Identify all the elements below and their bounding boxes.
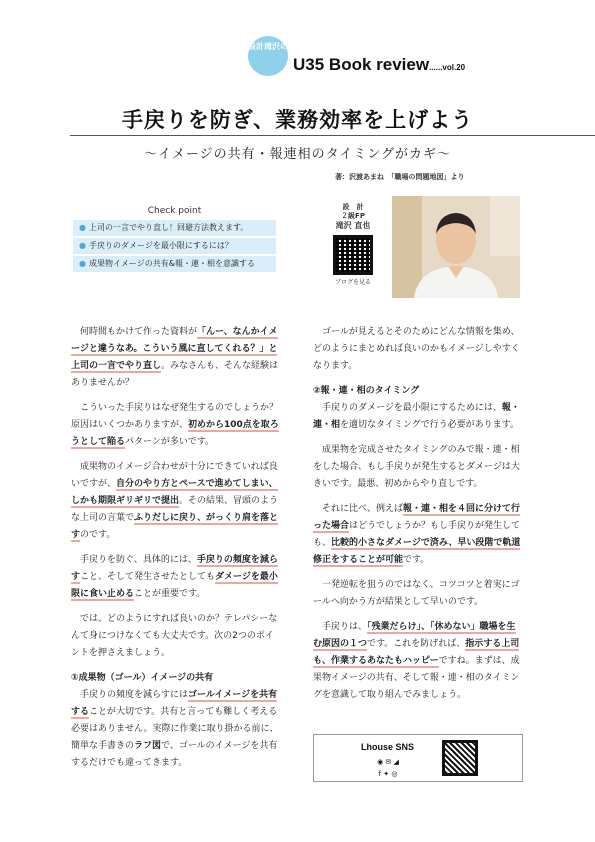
paragraph: 成果物を完成させたタイミングのみで報・連・相をした場合、もし手戻りが発生するとダメージは大きいです。最悪、初めからやり直しです。	[313, 445, 520, 489]
paragraph: 手戻りのダメージを最小限にするためには、報・連・相を適切なタイミングで行う必要があります。	[313, 403, 520, 430]
checkpoint-item: ● 手戻りのダメージを最小限にするには？	[73, 238, 276, 254]
sns-qr-code[interactable]	[442, 740, 478, 776]
paragraph: それに比べ、例えば報・連・相を４回に分けて行った場合はどうでしょうか？もし手戻りが発生しても、比較的小さなダメージで済み、早い段階で軌道修正をすることが可能です。	[313, 504, 521, 565]
author-role: 設 計	[342, 203, 364, 211]
blog-link-label[interactable]: ブログを見る	[334, 279, 371, 286]
article-right-column	[313, 324, 523, 712]
section-heading: ①成果物（ゴール）イメージの共有	[71, 673, 214, 683]
twitter-icon[interactable]: ✦	[383, 770, 390, 778]
sns-icons	[364, 756, 412, 780]
checkpoint-item: ● 成果物イメージの共有&報・連・相を意識する	[73, 256, 276, 272]
rss-icon[interactable]: ◢	[393, 758, 399, 766]
checkpoint-item: ● 上司の一言でやり直し！回避方法教えます。	[73, 220, 276, 236]
series-prefix: U35	[293, 55, 325, 74]
series-volume: ......vol.20	[429, 63, 466, 72]
instagram-icon[interactable]: ◎	[391, 770, 398, 778]
paragraph: 手戻りを防ぐ、具体的には、手戻りの頻度を減らすこと、そして発生させたとしてもダメージを最小限に食い止めることが重要です。	[71, 555, 278, 599]
page-subtitle: 〜イメージの共有・報連相のタイミングがカギ〜	[143, 147, 452, 162]
paragraph: 成果物のイメージ合わせが十分にできていれば良いですが、自分のやり方とペースで進めてしまい、しかも期限ギリギリで提出。その結果、冒頭のような上司の言葉でふりだしに戻り、がっくり肩を落とすのです。	[71, 462, 279, 540]
author-profile	[323, 203, 383, 287]
article-left-column	[71, 324, 281, 772]
paragraph: 一発逆転を狙うのではなく、コツコツと着実にゴールへ向かう方が結果として早いのです。	[313, 580, 520, 607]
paragraph: では、どのようにすれば良いのか？テレパシーなんて身につけなくても大丈夫です。次の2つのポイントを押さえましょう。	[71, 614, 278, 658]
pinterest-icon[interactable]: ◉	[377, 758, 384, 766]
sns-box	[313, 734, 523, 782]
bullet-icon: ●	[79, 241, 86, 250]
mail-icon[interactable]: ✉	[385, 758, 392, 766]
author-portrait-illustration	[392, 196, 520, 298]
paragraph: 何時間もかけて作った資料が「んー、なんかイメージと違うなあ。こういう風に直してくれる？」と上司の一言でやり直し。みなさんも、そんな経験はありませんか？	[71, 327, 279, 388]
page-title: 手戻りを防ぎ、業務効率を上げよう	[121, 108, 474, 132]
paragraph: 手戻りの頻度を減らすにはゴールイメージを共有することが大切です。共有と言っても難しく考える必要はありません。実際に作業に取り掛かる前に、簡単な手書きのラフ図で、ゴールのイメージを共有するだけでも違ってきます。	[71, 690, 279, 768]
series-header	[293, 55, 465, 75]
author-qualification: ２級FP	[341, 212, 365, 220]
checkpoint-heading: Check point	[147, 206, 202, 216]
series-badge: 設計滝沢の	[248, 36, 288, 76]
sns-label: Lhouse SNS	[361, 742, 415, 752]
section-heading: ②報・連・相のタイミング	[313, 386, 420, 396]
bullet-icon: ●	[79, 223, 86, 232]
paragraph: ゴールが見えるとそのためにどんな情報を集め、どのようにまとめれば良いのかもイメージしやすくなります。	[313, 327, 520, 371]
paragraph: 手戻りは、「残業だらけ」、「休めない」職場を生む原因の１つです。これを防げれば、指示する上司も、作業するあなたもハッピーですね。まずは、成果物イメージの共有、そして報・連・相のタイミングを意識して取り組んでみましょう。	[313, 622, 520, 700]
author-photo	[392, 196, 520, 298]
blog-qr-code[interactable]	[333, 235, 373, 275]
author-name: 滝沢 直也	[335, 221, 371, 230]
facebook-icon[interactable]: f	[378, 770, 381, 778]
source-citation: 著：沢渡あまね 「職場の問題地図」より	[335, 173, 465, 181]
series-name: Book review	[328, 55, 430, 74]
title-divider	[70, 135, 595, 136]
paragraph: こういった手戻りはなぜ発生するのでしょうか？原因はいくつかありますが、初めから100点を取ろうとして陥るパターンが多いです。	[71, 403, 279, 447]
checkpoint-box	[73, 206, 276, 274]
bullet-icon: ●	[79, 259, 86, 268]
